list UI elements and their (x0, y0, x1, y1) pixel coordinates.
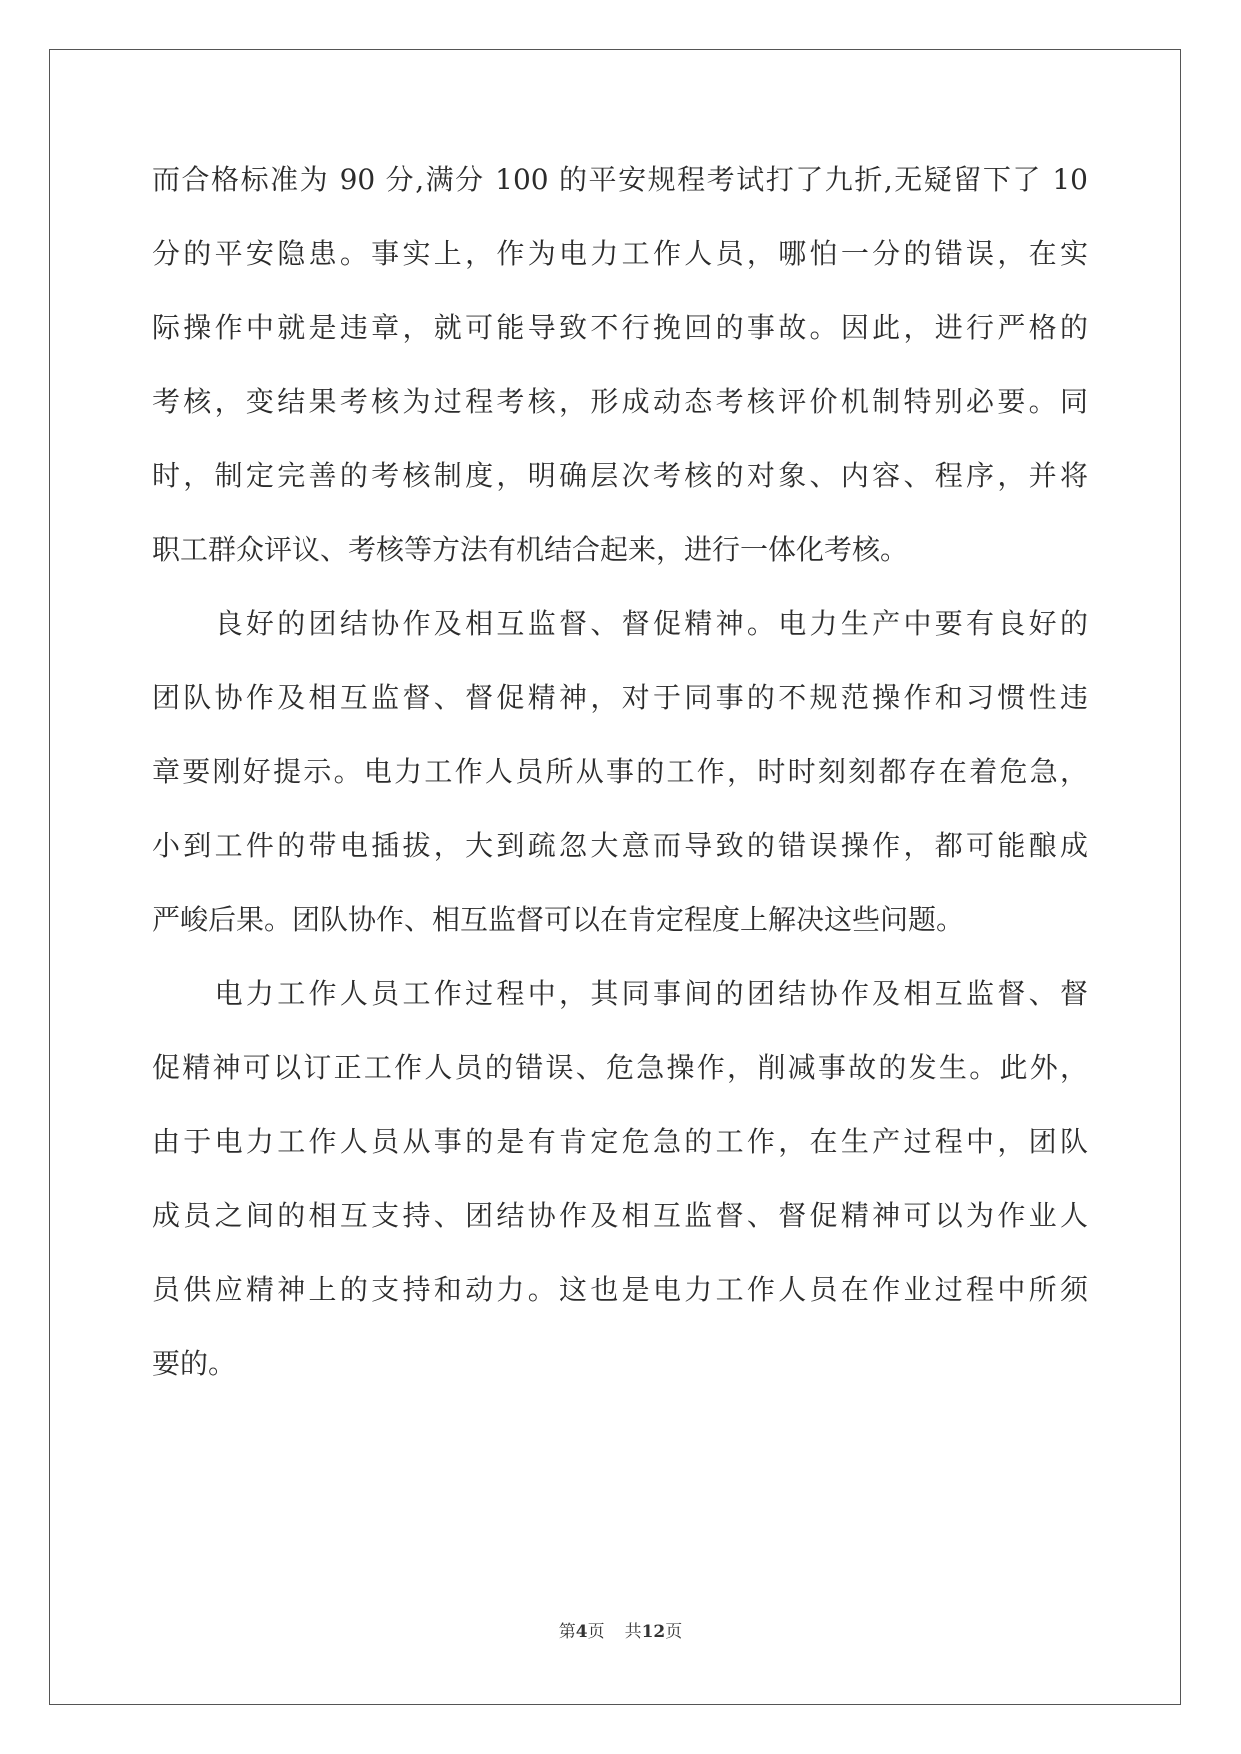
text-line: 成员之间的相互支持、团结协作及相互监督、督促精神可以为作业人 (152, 1199, 1088, 1232)
footer-prefix: 第 (558, 1622, 576, 1642)
page-number: 4 (575, 1622, 588, 1642)
text-line: 考核，变结果考核为过程考核，形成动态考核评价机制特别必要。同 (152, 385, 1088, 418)
total-pages: 12 (641, 1622, 666, 1642)
paragraph-first-line: 电力工作人员工作过程中，其同事间的团结协作及相互监督、督 (152, 977, 1088, 1010)
text-line: 团队协作及相互监督、督促精神，对于同事的不规范操作和习惯性违 (152, 681, 1088, 714)
footer-total-suffix: 页 (665, 1622, 683, 1642)
text-line: 严峻后果。团队协作、相互监督可以在肯定程度上解决这些问题。 (152, 903, 965, 936)
text-line: 由于电力工作人员从事的是有肯定危急的工作，在生产过程中，团队 (152, 1125, 1088, 1158)
page-border (49, 49, 1181, 1705)
text-line: 而合格标准为 90 分,满分 100 的平安规程考试打了九折,无疑留下了 10 (152, 163, 1088, 196)
paragraph-first-line: 良好的团结协作及相互监督、督促精神。电力生产中要有良好的 (152, 607, 1088, 640)
text-line: 分的平安隐患。事实上，作为电力工作人员，哪怕一分的错误，在实 (152, 237, 1088, 270)
text-line: 要的。 (152, 1347, 237, 1380)
text-line: 际操作中就是违章，就可能导致不行挽回的事故。因此，进行严格的 (152, 311, 1088, 344)
text-line: 员供应精神上的支持和动力。这也是电力工作人员在作业过程中所须 (152, 1273, 1088, 1306)
footer-total-prefix: 共 (624, 1622, 642, 1642)
text-line: 促精神可以订正工作人员的错误、危急操作，削减事故的发生。此外， (152, 1051, 1088, 1084)
page-footer (0, 1617, 1241, 1642)
text-line: 小到工件的带电插拔，大到疏忽大意而导致的错误操作，都可能酿成 (152, 829, 1088, 862)
text-line: 职工群众评议、考核等方法有机结合起来，进行一体化考核。 (152, 533, 909, 566)
footer-page-suffix: 页 (587, 1622, 605, 1642)
text-line: 章要刚好提示。电力工作人员所从事的工作，时时刻刻都存在着危急， (152, 755, 1088, 788)
text-line: 时，制定完善的考核制度，明确层次考核的对象、内容、程序，并将 (152, 459, 1088, 492)
